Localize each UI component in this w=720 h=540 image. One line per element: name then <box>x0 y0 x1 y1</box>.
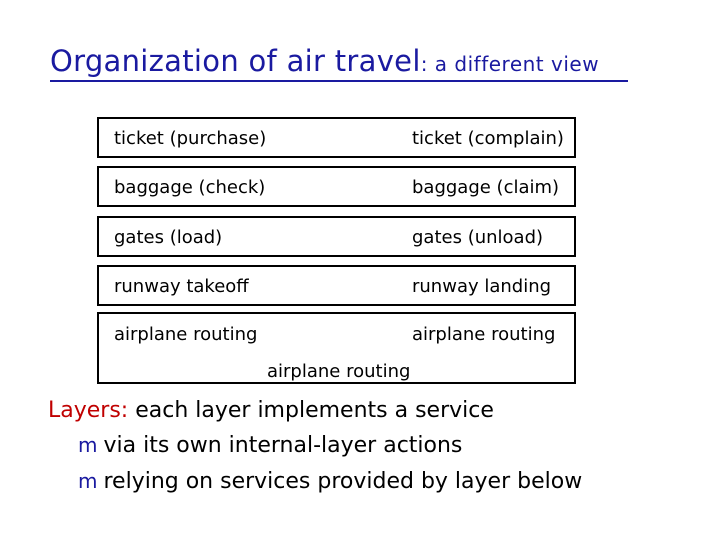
layers-label: Layers: <box>48 398 129 423</box>
layer-airplane-routing <box>97 312 576 384</box>
title-subtitle: : a different view <box>420 52 600 76</box>
layer-baggage-left: baggage (check) <box>114 177 266 198</box>
layer-gates <box>97 216 576 257</box>
layer-baggage-right: baggage (claim) <box>412 177 560 198</box>
layer-baggage <box>97 166 576 207</box>
title-underline <box>50 80 628 82</box>
routing-right: airplane routing <box>412 324 556 345</box>
layer-ticket-left: ticket (purchase) <box>114 128 267 149</box>
layer-runway <box>97 265 576 306</box>
layer-ticket-right: ticket (complain) <box>412 128 564 149</box>
layer-gates-left: gates (load) <box>114 227 223 248</box>
layers-description: each layer implements a service <box>128 398 494 423</box>
bullet-text: via its own internal-layer actions <box>103 433 463 458</box>
layer-gates-right: gates (unload) <box>412 227 544 248</box>
layer-runway-left: runway takeoff <box>114 276 249 297</box>
bullet-item <box>78 433 462 458</box>
routing-left: airplane routing <box>114 324 258 345</box>
title-main: Organization of air travel <box>50 44 421 78</box>
slide-title <box>50 44 599 78</box>
bullet-item <box>78 469 582 494</box>
bullet-text: relying on services provided by layer below <box>103 469 583 494</box>
bullet-icon: m <box>78 433 98 457</box>
layer-runway-right: runway landing <box>412 276 552 297</box>
routing-center: airplane routing <box>267 361 411 382</box>
layer-ticket <box>97 117 576 158</box>
bullet-icon: m <box>78 469 98 493</box>
layers-heading <box>48 398 494 423</box>
